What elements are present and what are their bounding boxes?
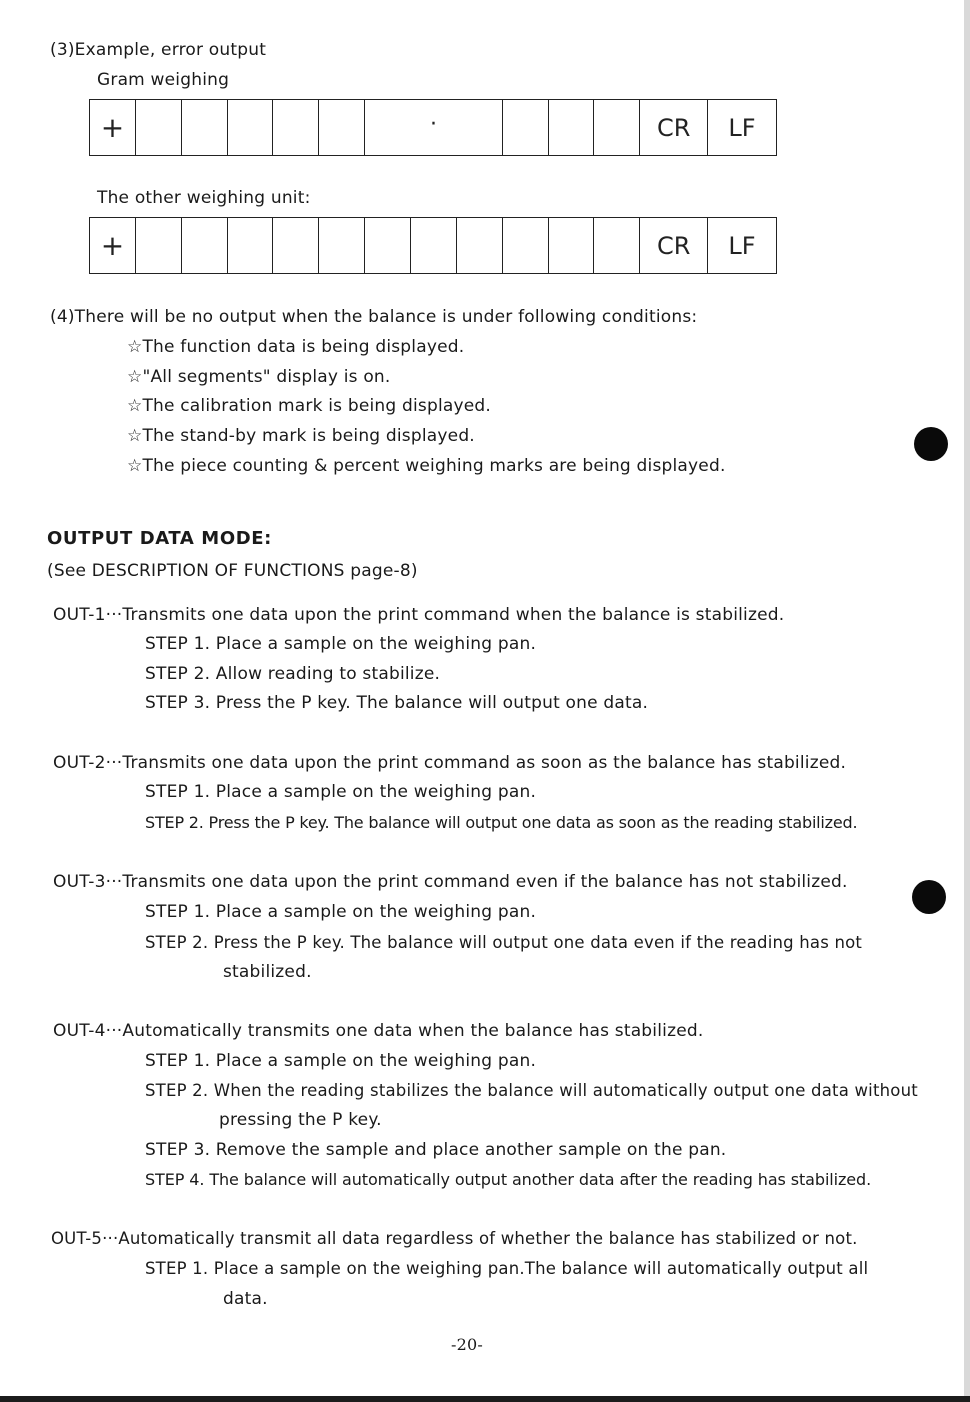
cell (594, 218, 640, 273)
cell-lf: LF (728, 113, 756, 142)
binder-hole-icon (912, 880, 946, 914)
out-5-step-continued: data. (223, 1289, 268, 1309)
gram-weighing-label: Gram weighing (97, 70, 230, 90)
out-4-title: OUT-4···Automatically transmits one data when the balance has stabilized. (53, 1021, 704, 1041)
page-number: -20- (451, 1335, 483, 1354)
cell (411, 218, 457, 273)
cell-cr: CR (640, 218, 708, 273)
other-unit-label: The other weighing unit: (97, 188, 311, 208)
cell (503, 218, 549, 273)
out-1-step: STEP 1. Place a sample on the weighing pan. (145, 634, 537, 654)
cell (594, 100, 640, 155)
cell (273, 100, 319, 155)
binder-hole-icon (914, 427, 948, 461)
out-2-step: STEP 1. Place a sample on the weighing pan. (145, 782, 537, 802)
out-1-step: STEP 3. Press the P key. The balance will output one data. (145, 693, 649, 713)
out-4-step-continued: pressing the P key. (219, 1110, 382, 1130)
out-2-title: OUT-2···Transmits one data upon the print command as soon as the balance has stabilized. (53, 753, 847, 773)
cell (319, 100, 365, 155)
out-5-step: STEP 1. Place a sample on the weighing pan.The balance will automatically output all (145, 1259, 869, 1278)
out-4-step: STEP 1. Place a sample on the weighing pan. (145, 1051, 537, 1071)
condition-item: ☆The function data is being displayed. (127, 337, 465, 357)
cell-sign: + (90, 218, 136, 273)
output-mode-reference: (See DESCRIPTION OF FUNCTIONS page-8) (47, 561, 418, 581)
no-output-intro: (4)There will be no output when the balance is under following conditions: (50, 307, 698, 327)
condition-item: ☆The stand-by mark is being displayed. (127, 426, 475, 446)
cell-lf: LF (728, 231, 756, 260)
example-error-title: (3)Example, error output (50, 40, 267, 60)
cell (319, 218, 365, 273)
cell (365, 218, 411, 273)
cell (549, 100, 595, 155)
cell (457, 218, 503, 273)
cell (136, 100, 182, 155)
out-5-title: OUT-5···Automatically transmit all data regardless of whether the balance has stabilized or not. (51, 1229, 858, 1248)
out-3-step: STEP 1. Place a sample on the weighing pan. (145, 902, 537, 922)
cell-sign: + (90, 100, 136, 155)
out-4-step: STEP 2. When the reading stabilizes the balance will automatically output one data without (145, 1081, 918, 1100)
page-edge-bottom (0, 1396, 970, 1402)
cell (136, 218, 182, 273)
cell (228, 218, 274, 273)
out-3-step: STEP 2. Press the P key. The balance will output one data even if the reading has not (145, 933, 863, 952)
condition-item: ☆The piece counting & percent weighing marks are being displayed. (127, 456, 726, 476)
cell (503, 100, 549, 155)
condition-item: ☆"All segments" display is on. (127, 367, 391, 387)
cell (182, 100, 228, 155)
gram-output-cells (89, 99, 777, 156)
cell-decimal-point: · (365, 100, 503, 155)
page-edge-right (964, 0, 970, 1402)
out-4-step: STEP 4. The balance will automatically output another data after the reading has stabilized. (145, 1170, 872, 1189)
out-3-step-continued: stabilized. (223, 962, 312, 982)
cell (182, 218, 228, 273)
out-3-title: OUT-3···Transmits one data upon the print command even if the balance has not stabilized. (53, 872, 848, 892)
out-1-step: STEP 2. Allow reading to stabilize. (145, 664, 441, 684)
cell (228, 100, 274, 155)
out-4-step: STEP 3. Remove the sample and place another sample on the pan. (145, 1140, 727, 1160)
other-output-cells (89, 217, 777, 274)
out-2-step: STEP 2. Press the P key. The balance will output one data as soon as the reading stabilized. (145, 813, 858, 832)
out-1-title: OUT-1···Transmits one data upon the print command when the balance is stabilized. (53, 605, 785, 625)
condition-item: ☆The calibration mark is being displayed. (127, 396, 491, 416)
cell (273, 218, 319, 273)
cell-cr: CR (640, 100, 708, 155)
cell (549, 218, 595, 273)
output-mode-heading: OUTPUT DATA MODE: (47, 528, 272, 549)
